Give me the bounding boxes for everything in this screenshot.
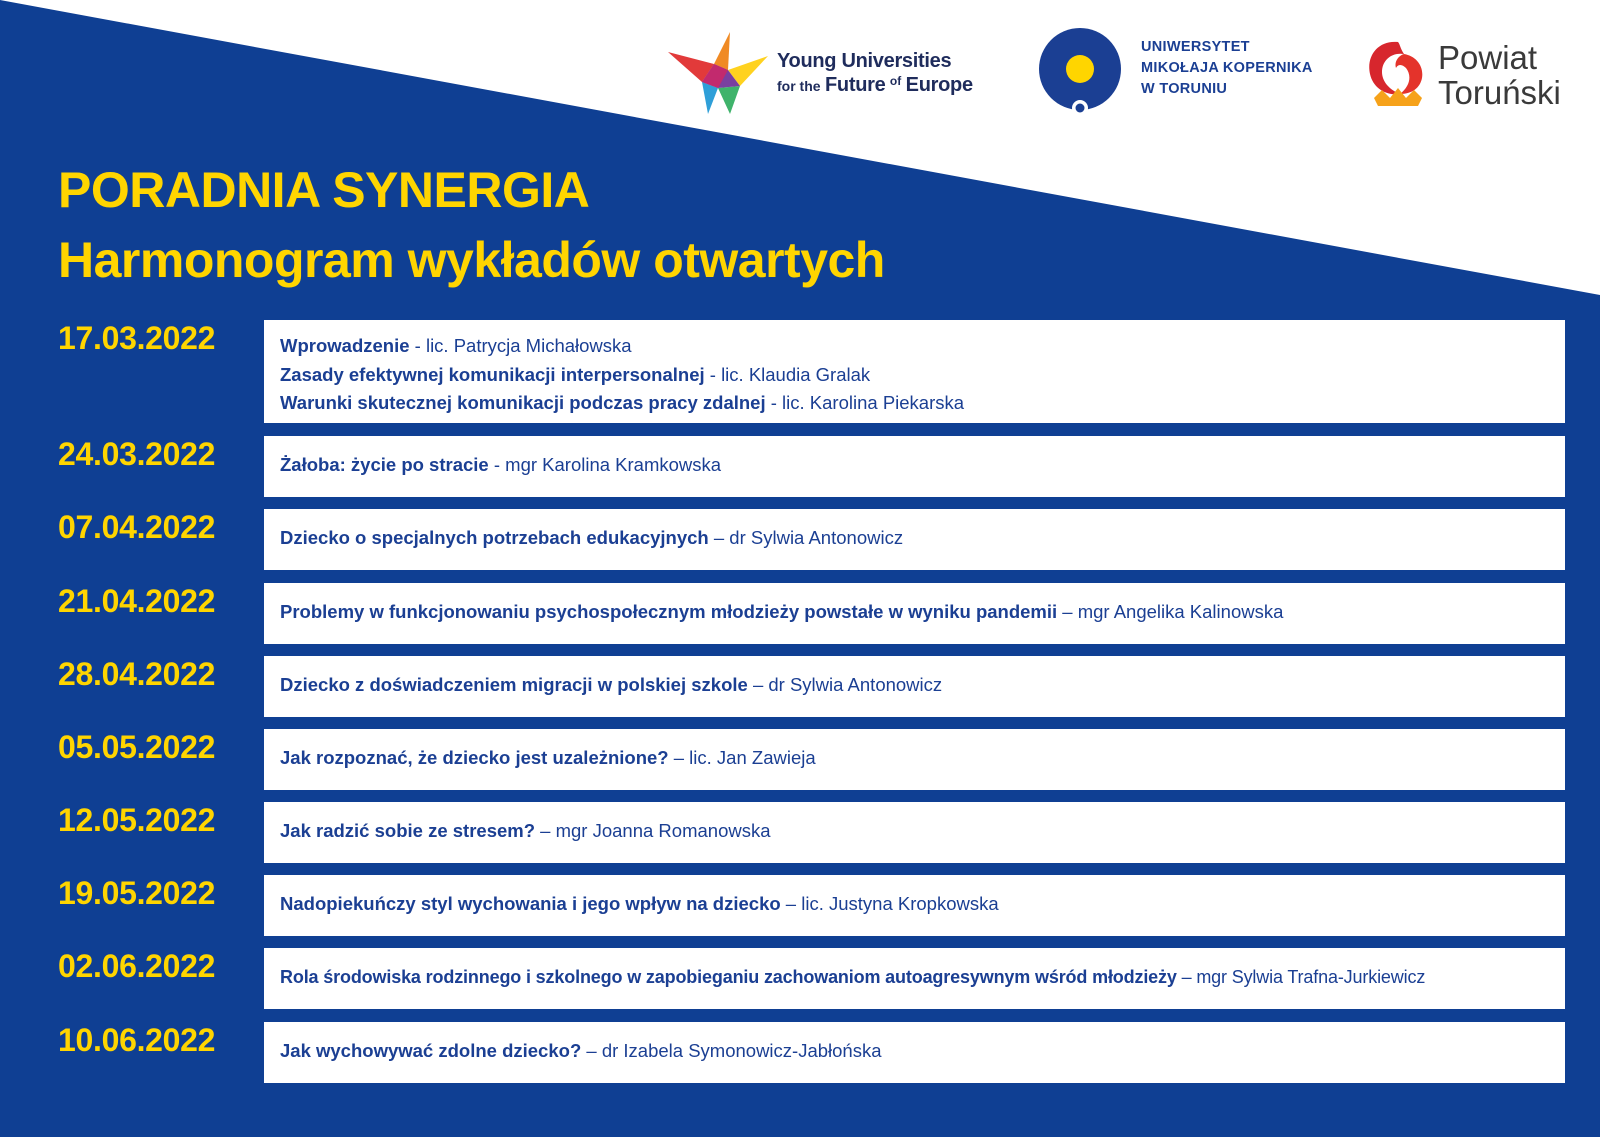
powiat-crest-icon: [1360, 36, 1436, 112]
lecture-entry: [280, 451, 1565, 480]
lecture-box: [264, 509, 1565, 570]
yufe-of: of: [889, 74, 902, 88]
lecture-topic: Jak radzić sobie ze stresem?: [280, 820, 536, 841]
umk-line3: W TORUNIU: [1141, 81, 1228, 97]
lecture-box: [264, 729, 1565, 790]
lecture-entry: [280, 389, 1565, 418]
lecture-speaker: – mgr Joanna Romanowska: [535, 820, 771, 841]
lecture-box: [264, 1022, 1565, 1083]
lecture-speaker: - lic. Karolina Piekarska: [765, 392, 965, 413]
lecture-entry: [280, 524, 1565, 553]
lecture-topic: Problemy w funkcjonowaniu psychospołecznym młodzieży powstałe w wyniku pandemii: [280, 601, 1058, 622]
yufe-star-icon: [668, 30, 768, 116]
yufe-europe: Europe: [905, 74, 973, 96]
lecture-entry: [280, 671, 1565, 700]
lecture-speaker: – dr Sylwia Antonowicz: [708, 527, 904, 548]
lecture-speaker: – lic. Justyna Kropkowska: [780, 893, 999, 914]
lecture-box: [264, 656, 1565, 717]
yufe-logo: [668, 30, 998, 116]
lecture-date: 28.04.2022: [58, 656, 216, 692]
lecture-speaker: – mgr Sylwia Trafna-Jurkiewicz: [1176, 967, 1426, 987]
lecture-topic: Nadopiekuńczy styl wychowania i jego wpływ na dziecko: [280, 893, 781, 914]
title-line1: PORADNIA SYNERGIA: [58, 162, 590, 218]
yufe-for-the: for the: [777, 78, 821, 94]
lecture-box: [264, 875, 1565, 936]
lecture-box: [264, 320, 1565, 423]
umk-emblem-icon: [1037, 28, 1133, 120]
lecture-topic: Jak wychowywać zdolne dziecko?: [280, 1040, 582, 1061]
lecture-speaker: – mgr Angelika Kalinowska: [1057, 601, 1284, 622]
lecture-topic: Dziecko o specjalnych potrzebach edukacyjnych: [280, 527, 709, 548]
lecture-date: 12.05.2022: [58, 802, 216, 838]
powiat-name: [1438, 40, 1561, 110]
lecture-date: 19.05.2022: [58, 875, 216, 911]
yufe-line2: [777, 74, 973, 97]
lecture-speaker: – lic. Jan Zawieja: [668, 747, 816, 768]
lecture-date: 21.04.2022: [58, 583, 216, 619]
lecture-topic: Rola środowiska rodzinnego i szkolnego w zapobieganiu zachowaniom autoagresywnym wśród młodzieży: [280, 967, 1177, 987]
lecture-speaker: - lic. Klaudia Gralak: [704, 363, 871, 385]
lecture-box: [264, 583, 1565, 644]
lecture-entry: [280, 1037, 1565, 1066]
lecture-topic: Jak rozpoznać, że dziecko jest uzależnione?: [280, 747, 669, 768]
umk-name: [1141, 37, 1341, 100]
lecture-box: [264, 948, 1565, 1009]
powiat-logo: [1360, 36, 1580, 116]
lecture-entry: [280, 963, 1565, 992]
umk-line1: UNIWERSYTET: [1141, 39, 1250, 55]
lecture-entry: [280, 332, 1565, 361]
lecture-date: 17.03.2022: [58, 320, 216, 356]
lecture-speaker: - lic. Patrycja Michałowska: [409, 335, 632, 356]
lecture-box: [264, 802, 1565, 863]
powiat-line1: Powiat: [1438, 39, 1538, 76]
lecture-topic: Warunki skutecznej komunikacji podczas pracy zdalnej: [280, 392, 766, 413]
lecture-date: 24.03.2022: [58, 436, 216, 472]
lecture-date: 02.06.2022: [58, 948, 216, 984]
lecture-entry: [280, 744, 1565, 773]
lecture-speaker: – dr Izabela Symonowicz-Jabłońska: [581, 1040, 882, 1061]
lecture-topic: Wprowadzenie: [280, 335, 410, 356]
umk-line2: MIKOŁAJA KOPERNIKA: [1141, 60, 1313, 76]
yufe-line1: Young Universities: [777, 50, 952, 72]
lecture-topic: Żałoba: życie po stracie: [280, 454, 489, 475]
lecture-date: 07.04.2022: [58, 509, 216, 545]
lecture-date: 10.06.2022: [58, 1022, 216, 1058]
lecture-speaker: – dr Sylwia Antonowicz: [747, 674, 943, 695]
lecture-entry: [280, 890, 1565, 919]
lecture-date: 05.05.2022: [58, 729, 216, 765]
bottom-white-strip: [0, 1137, 1600, 1144]
powiat-line2: Toruński: [1438, 74, 1561, 111]
title-line2: Harmonogram wykładów otwartych: [58, 232, 885, 288]
lecture-entry: [280, 361, 1565, 390]
lecture-topic: Dziecko z doświadczeniem migracji w polskiej szkole: [280, 674, 748, 695]
lecture-entry: [280, 817, 1565, 846]
lecture-topic: Zasady efektywnej komunikacji interpersonalnej: [280, 363, 705, 385]
lecture-box: [264, 436, 1565, 497]
lecture-speaker: - mgr Karolina Kramkowska: [488, 454, 722, 475]
lecture-entry: [280, 598, 1565, 627]
page-title: [58, 155, 885, 295]
umk-logo: [1037, 28, 1337, 120]
yufe-future: Future: [825, 74, 886, 96]
